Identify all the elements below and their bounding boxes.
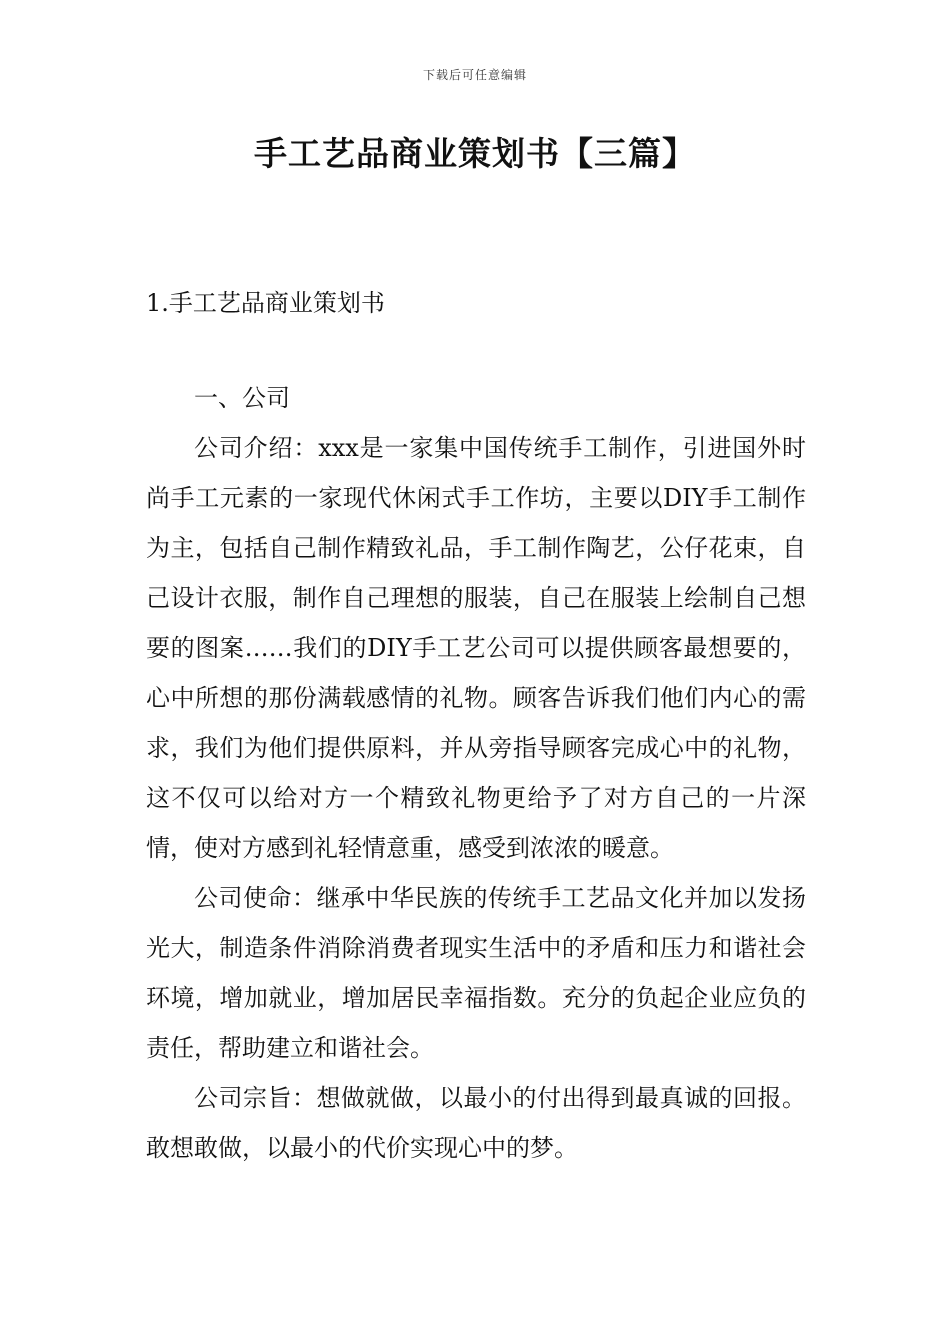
header-note: 下载后可任意编辑 <box>422 68 527 82</box>
paragraph-company-mission: 公司使命：继承中华民族的传统手工艺品文化并加以发扬光大，制造条件消除消费者现实生活中的矛盾和压力和谐社会环境，增加就业，增加居民幸福指数。充分的负起企业应负的责任，帮助建立和谐社会。 <box>146 884 806 1062</box>
section-title: 1.手工艺品商业策划书 <box>146 289 385 317</box>
document-title: 手工艺品商业策划书【三篇】 <box>254 134 696 173</box>
sub-heading: 一、公司 <box>194 384 290 412</box>
paragraph-company-purpose: 公司宗旨：想做就做，以最小的付出得到最真诚的回报。敢想敢做，以最小的代价实现心中的梦。 <box>146 1084 806 1162</box>
document-body <box>146 373 806 1173</box>
paragraph-company-intro: 公司介绍：xxx是一家集中国传统手工制作，引进国外时尚手工元素的一家现代休闲式手工作坊，主要以DIY手工制作为主，包括自己制作精致礼品，手工制作陶艺，公仔花束，自己设计衣服，制作自己理想的服装，自己在服装上绘制自己想要的图案……我们的DIY手工艺公司可以提供顾客最想要的，心中所想的那份满载感情的礼物。顾客告诉我们他们内心的需求，我们为他们提供原料，并从旁指导顾客完成心中的礼物，这不仅可以给对方一个精致礼物更给予了对方自己的一片深情，使对方感到礼轻情意重，感受到浓浓的暖意。 <box>146 434 806 862</box>
